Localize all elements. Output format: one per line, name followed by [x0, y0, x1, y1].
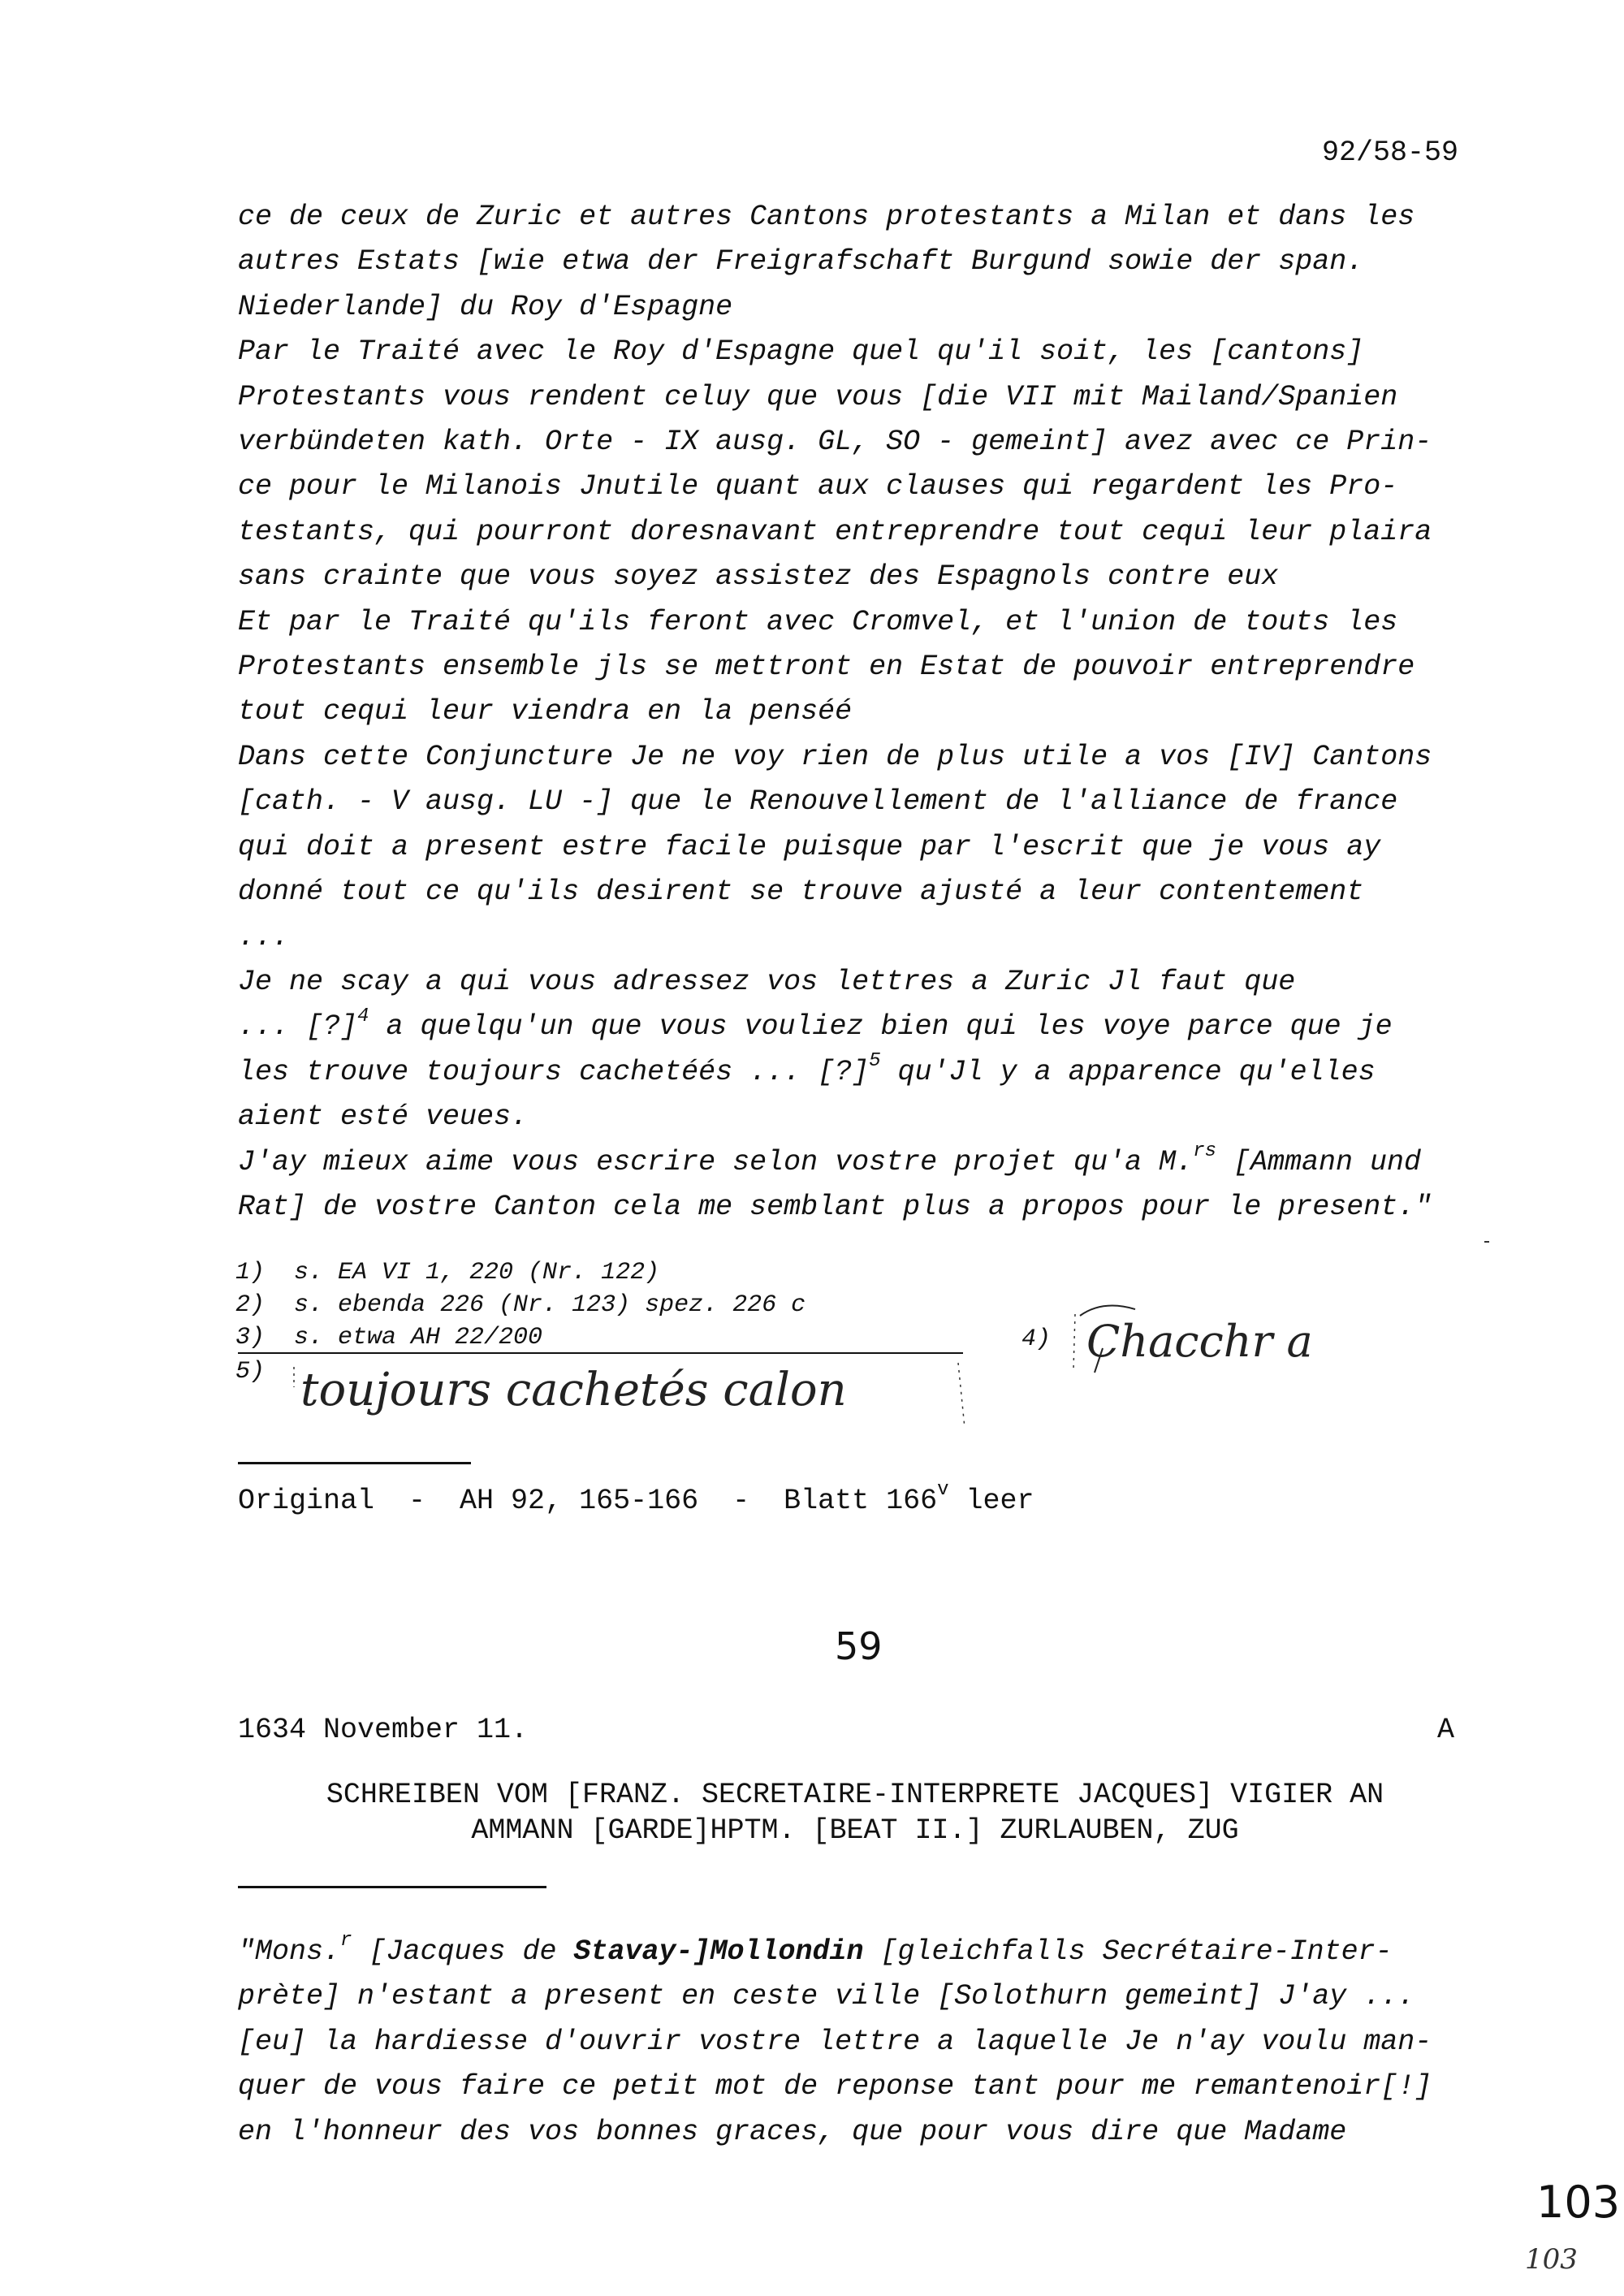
text-span: a quelqu'un que vous vouliez bien qui les voye parce que je — [369, 1010, 1393, 1044]
name-bold: Stavay-]Mollondin — [573, 1935, 864, 1968]
text-line: Rat] de vostre Canton cela me semblant plus a propos pour le present." — [238, 1190, 1432, 1223]
text-span: Original - AH 92, 165-166 - Blatt 166 — [238, 1485, 938, 1517]
footnote-3: 3) s. etwa AH 22/200 — [235, 1324, 543, 1351]
document-number: 59 — [835, 1624, 883, 1668]
text-line: ce de ceux de Zuric et autres Cantons protestants a Milan et dans les — [238, 201, 1415, 233]
footnote-4-label: 4) — [1021, 1325, 1052, 1353]
document-type-letter: A — [1437, 1714, 1455, 1746]
text-line: Niederlande] du Roy d'Espagne — [238, 290, 733, 323]
text-line — [238, 1005, 1488, 1049]
text-line: testants, qui pourront doresnavant entreprendre tout cequi leur plaira — [238, 515, 1432, 548]
title-divider — [238, 1886, 546, 1888]
document-date: 1634 November 11. — [238, 1714, 529, 1746]
title-line: AMMANN [GARDE]HPTM. [BEAT II.] ZURLAUBEN, ZUG — [471, 1814, 1239, 1847]
text-line: Je ne scay a qui vous adressez vos lettres a Zuric Jl faut que — [238, 965, 1296, 998]
margin-mark — [1484, 1241, 1489, 1243]
text-line: prète] n'estant a present en ceste ville [Solothurn gemeint] J'ay ... — [238, 1980, 1415, 2013]
text-line — [238, 1050, 1488, 1095]
text-line: sans crainte que vous soyez assistez des Espagnols contre eux — [238, 560, 1279, 594]
document-title — [238, 1777, 1472, 1848]
text-line: [eu] la hardiesse d'ouvrir vostre lettre a laquelle Je n'ay voulu man- — [238, 2025, 1432, 2058]
text-span: J'ay mieux aime vous escrire selon vostre projet qu'a M. — [238, 1145, 1194, 1178]
text-line: [cath. - V ausg. LU -] que le Renouvellement de l'alliance de france — [238, 785, 1398, 819]
text-line: aient esté veues. — [238, 1100, 529, 1134]
text-span: qu'Jl y a apparence qu'elles — [880, 1055, 1376, 1088]
text-line: quer de vous faire ce petit mot de reponse tant pour me remantenoir[!] — [238, 2070, 1432, 2104]
text-line: Et par le Traité qu'ils feront avec Cromvel, et l'union de touts les — [238, 605, 1398, 638]
text-line: Protestants ensemble jls se mettront en Estat de pouvoir entreprendre — [238, 651, 1415, 684]
footnote-5-label: 5) — [235, 1358, 266, 1386]
superscript: v — [937, 1479, 949, 1502]
footnote-marker: 5 — [869, 1050, 881, 1073]
text-span: [Ammann und — [1216, 1145, 1422, 1178]
text-line: en l'honneur des vos bonnes graces, que pour vous dire que Madame — [238, 2115, 1347, 2148]
text-line — [238, 1140, 1488, 1185]
text-line: tout cequi leur viendra en la penséé — [238, 695, 853, 729]
letter-body-continued — [238, 195, 1488, 1230]
title-line: SCHREIBEN VOM [FRANZ. SECRETAIRE-INTERPRETE JACQUES] VIGIER AN — [326, 1779, 1384, 1811]
archive-reference: 92/58-59 — [1322, 136, 1459, 169]
page-number-handwritten: 103 — [1525, 2243, 1578, 2276]
letter-body — [238, 1930, 1505, 2155]
text-line: autres Estats [wie etwa der Freigrafschaft Burgund sowie der span. — [238, 245, 1364, 279]
text-line: qui doit a present estre facile puisque par l'escrit que je vous ay — [238, 830, 1381, 863]
handwritten-footnote-4 — [1070, 1291, 1444, 1389]
section-divider — [238, 1462, 471, 1464]
superscript: r — [340, 1930, 352, 1952]
handwriting-5-text: toujours cachetés calon — [300, 1364, 847, 1416]
text-line: Protestants vous rendent celuy que vous [die VII mit Mailand/Spanien — [238, 380, 1398, 413]
text-line: verbündeten kath. Orte - IX ausg. GL, SO - gemeint] avez avec ce Prin- — [238, 426, 1432, 459]
text-span: leer — [948, 1485, 1034, 1517]
text-span: [gleichfalls Secrétaire-Inter- — [863, 1935, 1393, 1968]
text-span: "Mons. — [238, 1935, 341, 1968]
superscript: rs — [1193, 1139, 1217, 1162]
text-span: les trouve toujours cachetéés ... [?] — [238, 1055, 870, 1088]
footnote-marker: 4 — [357, 1005, 369, 1027]
text-line: ... — [238, 920, 290, 953]
text-line: Dans cette Conjuncture Je ne voy rien de plus utile a vos [IV] Cantons — [238, 740, 1432, 773]
footnote-2: 2) s. ebenda 226 (Nr. 123) spez. 226 c — [235, 1291, 806, 1319]
page-number: 103 — [1536, 2177, 1621, 2228]
text-line: donné tout ce qu'ils desirent se trouve ajusté a leur contentement — [238, 876, 1364, 909]
original-source — [238, 1479, 1034, 1517]
text-span: [Jacques de — [352, 1935, 574, 1968]
text-line: ce pour le Milanois Jnutile quant aux clauses qui regardent les Pro- — [238, 470, 1398, 504]
text-line: Par le Traité avec le Roy d'Espagne quel qu'il soit, les [cantons] — [238, 335, 1364, 369]
handwritten-footnote-5 — [292, 1355, 974, 1436]
footnote-divider — [238, 1352, 963, 1354]
handwriting-4-text: Chacchr a — [1086, 1316, 1313, 1367]
text-line — [238, 1930, 1505, 1974]
footnote-1: 1) s. EA VI 1, 220 (Nr. 122) — [235, 1259, 660, 1286]
text-span: ... [?] — [238, 1010, 358, 1044]
